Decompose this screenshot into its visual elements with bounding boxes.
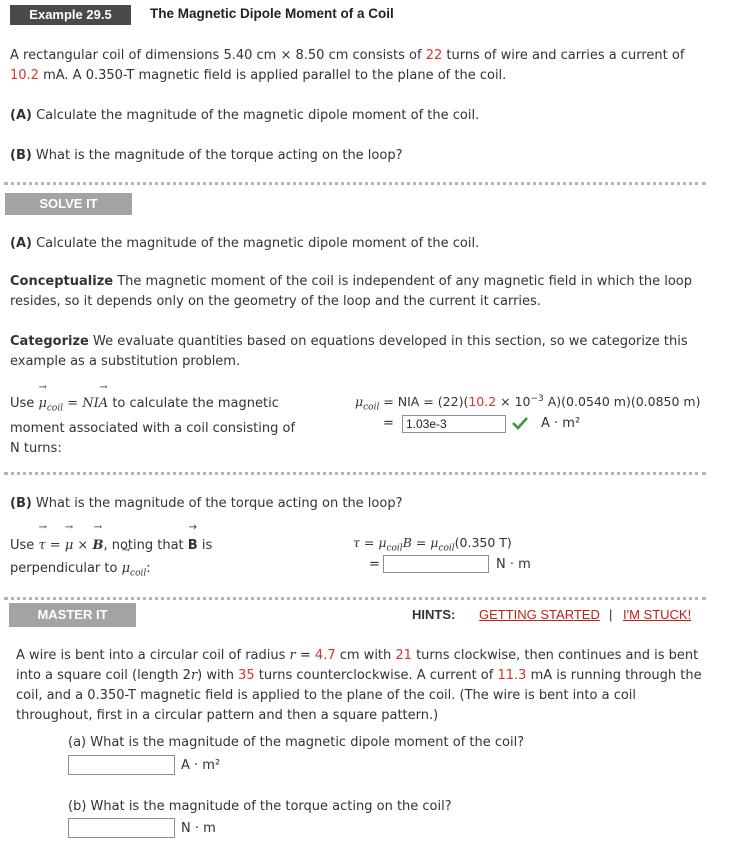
equals-sign-b: = [369,557,380,572]
page-title: The Magnetic Dipole Moment of a Coil [150,6,394,21]
example-badge [10,5,131,25]
master-it-bar [9,603,709,627]
master-answer-a-input[interactable] [68,755,175,775]
master-it-badge [9,603,136,627]
master-it-label: MASTER IT [37,607,108,622]
equation-b: $\tau = \mu_{coil}B = \mu_{coil}(0.350$ T) [353,535,512,554]
solve-it-bar [5,193,132,215]
unit-b: N · m [496,557,531,572]
radius-value: 4.7 [314,648,336,663]
categorize-paragraph: Categorize We evaluate quantities based on equations developed in this section, so we categorize this example as a substitution problem. [10,334,688,369]
equation-a: $\mu_{coil}$ = NIA = $(22)(10.2 \times 10^{-3}$ A)(0.0540 m)(0.0850 m) [355,394,701,413]
cw-turns-value: 21 [395,648,412,663]
master-answer-b-input[interactable] [68,818,175,838]
hint-separator: | [609,607,613,622]
divider [4,472,706,475]
question-a: (A) Calculate the magnitude of the magnetic dipole moment of the coil. [10,108,480,123]
master-current-value: 11.3 [497,668,527,683]
conceptualize-paragraph: Conceptualize The magnetic moment of the coil is independent of any magnetic field in which the loop resides, so it depends only on the geometry of the loop and the current it carries. [10,274,693,309]
example-badge-label: Example 29.5 [29,7,112,22]
divider [4,597,706,600]
getting-started-link[interactable]: GETTING STARTED [479,607,600,622]
solve-part-a-heading: (A) Calculate the magnitude of the magnetic dipole moment of the coil. [10,236,480,251]
ccw-turns-value: 35 [238,668,255,683]
master-question-a: (a) What is the magnitude of the magnetic dipole moment of the coil? [68,735,525,750]
master-unit-a: A · m² [181,758,221,773]
unit-a: A · m² [541,416,581,431]
divider [4,182,706,185]
master-question-b: (b) What is the magnitude of the torque acting on the coil? [68,799,452,814]
part-b-instructions: Use → τ = → μ × → B, noting that → B is perpendicular to → $\mu_{coil}$: [10,534,310,586]
check-icon [512,416,528,430]
master-unit-b: N · m [181,821,216,836]
equals-sign-a: = [383,416,394,431]
turns-value: 22 [425,48,443,63]
solve-it-label: SOLVE IT [39,196,98,211]
master-problem-text: A wire is bent into a circular coil of radius r = 4.7 cm with 21 turns clockwise, then continues and is bent into a square coil (length 2r) with 35 turns counterclockwise. A current of 11.3 mA is running through the coil, and a 0.350-T magnetic field is applied to the plane of the coil. (The wire is bent into a coil throughout, first in a circular pattern and then a square pattern.) [16,648,702,723]
answer-a-input[interactable]: 1.03e-3 [402,415,506,433]
question-b: (B) What is the magnitude of the torque acting on the loop? [10,148,403,163]
hints-label: HINTS: [412,607,456,622]
problem-statement: A rectangular coil of dimensions 5.40 cm × 8.50 cm consists of 22 turns of wire and carries a current of 10.2 mA. A 0.350-T magnetic field is applied parallel to the plane of the coil. [10,48,685,83]
eq-current-value: 10.2 [468,394,497,410]
part-a-instructions: Use → $\mu_{coil} = NI\to A$ to calculate the magnetic moment associated with a coil consisting of N turns: [10,394,310,459]
current-value: 10.2 [10,68,39,83]
im-stuck-link[interactable]: I'M STUCK! [623,607,692,622]
solve-part-b-heading: (B) What is the magnitude of the torque acting on the loop? [10,496,403,511]
answer-b-input[interactable] [383,555,489,573]
